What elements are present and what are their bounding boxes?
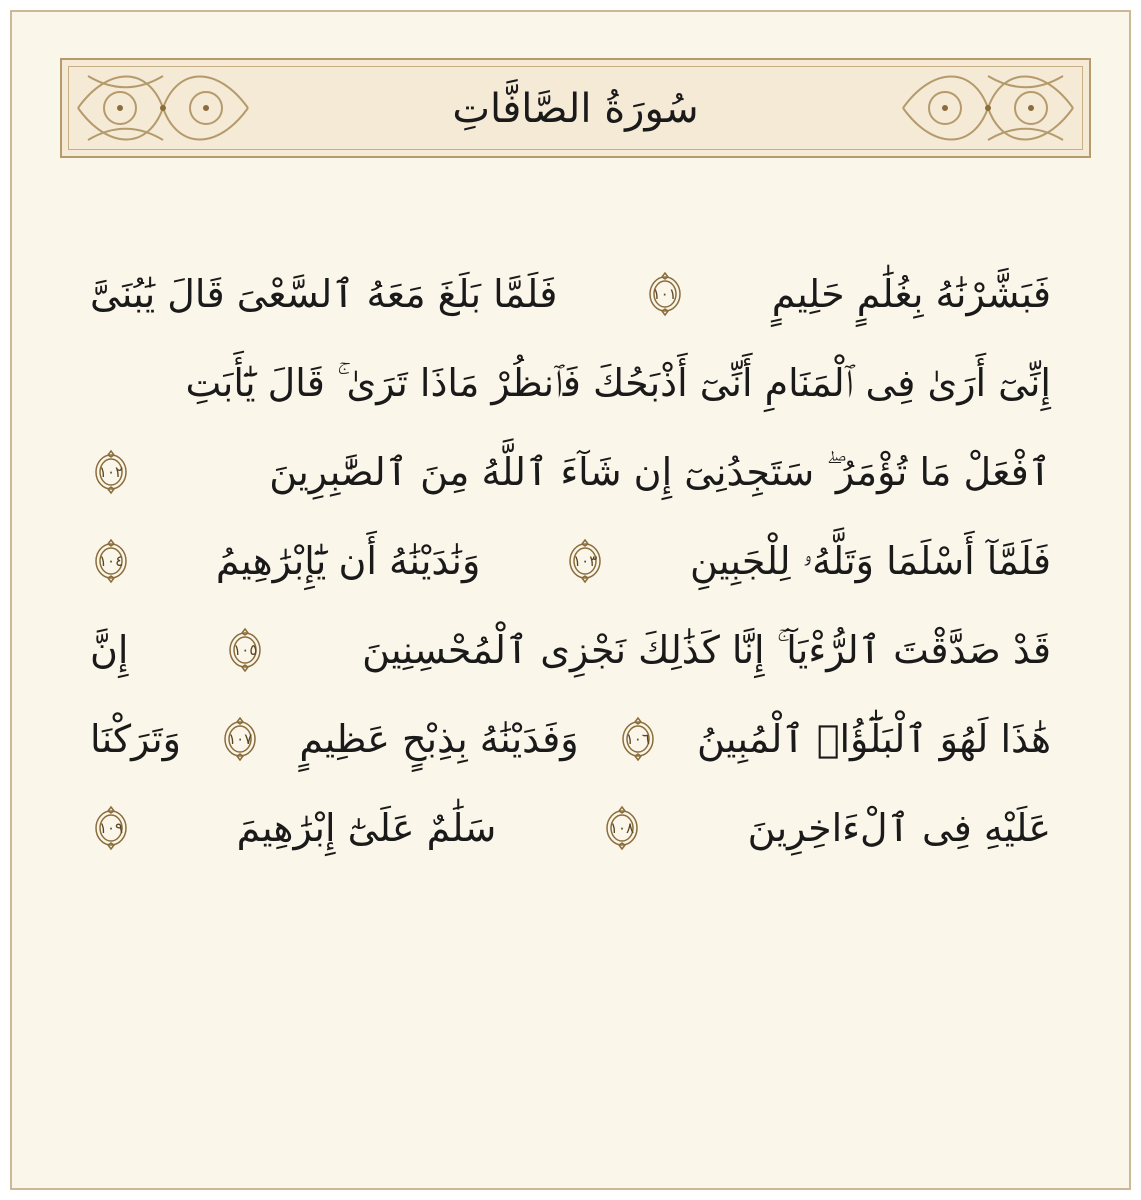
verse-text: سَلَٰمٌ عَلَىٰٓ إِبْرَٰهِيمَ [236, 806, 497, 850]
verse-line [90, 606, 1051, 694]
verse-text: وَتَرَكْنَا [90, 717, 182, 761]
verse-text: فَلَمَّآ أَسْلَمَا وَتَلَّهُۥ لِلْجَبِينِ [690, 539, 1051, 583]
ayah-number: ١٠٣ [573, 552, 598, 570]
verse-text: هَٰذَا لَهُوَ ٱلْبَلَٰٓؤُا۟ ٱلْمُبِينُ [696, 717, 1051, 761]
verse-text: وَنَٰدَيْنَٰهُ أَن يَٰٓإِبْرَٰهِيمُ [215, 539, 481, 583]
ayah-end-marker-icon [219, 715, 261, 763]
ayah-number: ١٠٩ [98, 819, 124, 837]
verse-text: فَبَشَّرْنَٰهُ بِغُلَٰمٍ حَلِيمٍ [771, 272, 1051, 316]
verse-text: قَدْ صَدَّقْتَ ٱلرُّءْيَآ ۚ إِنَّا كَذَٰلِكَ نَجْزِى ٱلْمُحْسِنِينَ [362, 628, 1051, 672]
ayah-end-marker-icon [90, 537, 132, 585]
ayah-number: ١٠٨ [609, 819, 635, 837]
surah-title: سُورَةُ الصَّافَّاتِ [452, 86, 699, 132]
ayah-number: ١٠٤ [98, 552, 124, 570]
verse-line [90, 339, 1051, 427]
verse-text: وَفَدَيْنَٰهُ بِذِبْحٍ عَظِيمٍ [299, 717, 579, 761]
ayah-number: ١٠٢ [98, 463, 124, 481]
verse-line [90, 517, 1051, 605]
ayah-number: ١٠٦ [625, 730, 650, 748]
ayah-number: ١٠٧ [228, 730, 253, 748]
ayah-end-marker-icon [564, 537, 606, 585]
ayah-number: ١٠١ [652, 285, 677, 303]
verse-text: إِنِّىٓ أَرَىٰ فِى ٱلْمَنَامِ أَنِّىٓ أَذْبَحُكَ فَٱنظُرْ مَاذَا تَرَىٰ ۚ قَالَ يَٰٓأَبَتِ [185, 361, 1051, 405]
ayah-end-marker-icon [644, 270, 686, 318]
ayah-end-marker-icon [90, 448, 132, 496]
verse-text: ٱفْعَلْ مَا تُؤْمَرُ ۖ سَتَجِدُنِىٓ إِن شَآءَ ٱللَّهُ مِنَ ٱلصَّٰبِرِينَ [269, 450, 1051, 494]
ayah-end-marker-icon [224, 626, 266, 674]
ayah-end-marker-icon [601, 804, 643, 852]
verse-text-block [90, 250, 1051, 873]
ayah-number: ١٠٥ [233, 641, 258, 659]
mushaf-page [10, 10, 1131, 1190]
verse-text: فَلَمَّا بَلَغَ مَعَهُ ٱلسَّعْىَ قَالَ يَٰبُنَىَّ [90, 272, 558, 316]
verse-line [90, 428, 1051, 516]
verse-line [90, 695, 1051, 783]
verse-line [90, 250, 1051, 338]
verse-text: إِنَّ [90, 628, 129, 672]
verse-text: عَلَيْهِ فِى ٱلْءَاخِرِينَ [747, 806, 1051, 850]
verse-line [90, 784, 1051, 872]
ayah-end-marker-icon [617, 715, 659, 763]
ayah-end-marker-icon [90, 804, 132, 852]
surah-header [60, 58, 1091, 158]
